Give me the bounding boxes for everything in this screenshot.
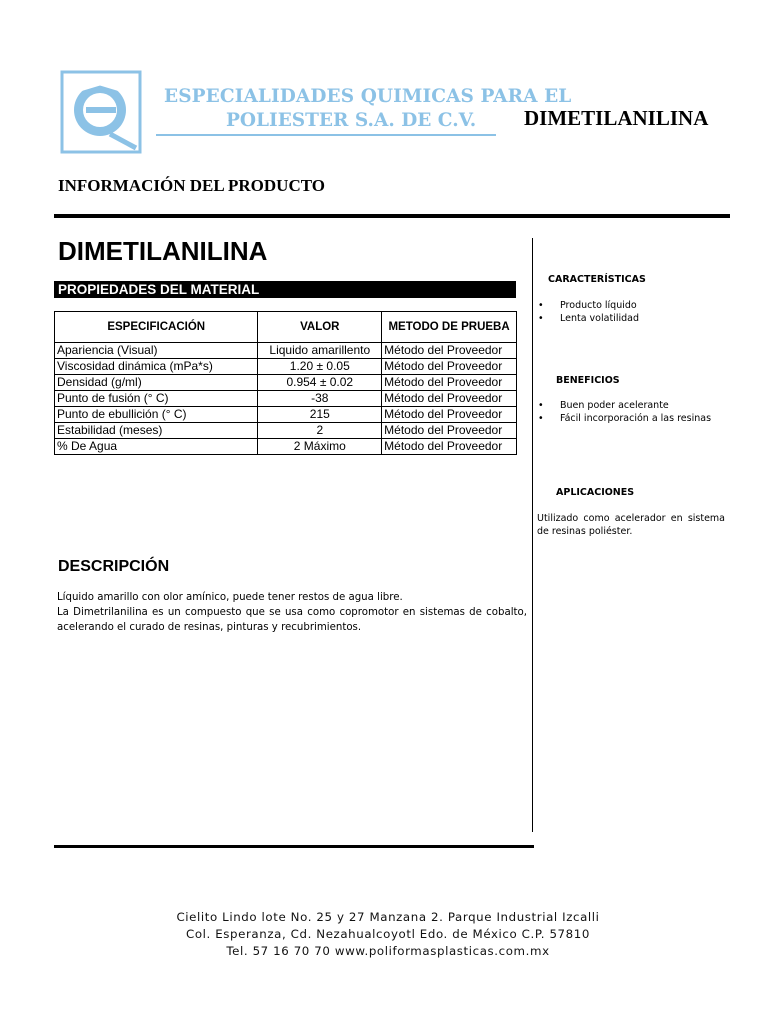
benefits-list (538, 399, 711, 425)
table-row (55, 391, 517, 407)
list-item (538, 412, 711, 425)
table-cell: Estabilidad (meses) (55, 423, 258, 439)
footer-line: Col. Esperanza, Cd. Nezahualcoyotl Edo. de México C.P. 57810 (186, 927, 590, 941)
list-item (538, 399, 711, 412)
list-item-text: Fácil incorporación a las resinas (560, 413, 712, 424)
table-row (55, 375, 517, 391)
company-name-line1: ESPECIALIDADES QUIMICAS PARA EL (164, 86, 572, 107)
company-name-line2: POLIESTER S.A. DE C.V. (226, 110, 477, 131)
bullet-icon: • (538, 400, 544, 411)
table-cell: Método del Proveedor (382, 375, 517, 391)
table-cell: -38 (258, 391, 382, 407)
description-title: DESCRIPCIÓN (58, 558, 170, 575)
table-row (55, 407, 517, 423)
footer-line: Cielito Lindo lote No. 25 y 27 Manzana 2. Parque Industrial Izcalli (176, 910, 600, 924)
company-logo (60, 70, 572, 160)
list-item (538, 299, 639, 312)
characteristics-list (538, 299, 639, 325)
top-divider (54, 214, 730, 218)
table-row (55, 359, 517, 375)
company-logo-icon (60, 70, 142, 154)
footer-line: Tel. 57 16 70 70 www.poliformasplasticas.com.mx (226, 944, 550, 958)
table-cell: Apariencia (Visual) (55, 343, 258, 359)
bullet-icon: • (538, 413, 544, 424)
column-header-value: VALOR (258, 312, 382, 343)
list-item (538, 312, 639, 325)
list-item-text: Buen poder acelerante (560, 400, 669, 411)
logo-underline (156, 134, 496, 136)
description-body (57, 590, 527, 635)
properties-table (54, 311, 517, 455)
table-cell: Punto de fusión (° C) (55, 391, 258, 407)
table-cell: 215 (258, 407, 382, 423)
page-title: DIMETILANILINA (58, 236, 268, 266)
column-header-specification: ESPECIFICACIÓN (55, 312, 258, 343)
table-cell: Método del Proveedor (382, 359, 517, 375)
table-row (55, 423, 517, 439)
table-cell: Viscosidad dinámica (mPa*s) (55, 359, 258, 375)
table-cell: Liquido amarillento (258, 343, 382, 359)
applications-title: APLICACIONES (556, 487, 635, 498)
table-cell: Método del Proveedor (382, 407, 517, 423)
column-divider (532, 238, 533, 832)
bottom-divider (54, 845, 534, 848)
table-cell: Punto de ebullición (° C) (55, 407, 258, 423)
footer-address (150, 909, 626, 960)
table-row (55, 439, 517, 455)
characteristics-title: CARACTERÍSTICAS (548, 274, 646, 285)
description-paragraph: Líquido amarillo con olor amínico, puede tener restos de agua libre. (57, 592, 403, 603)
table-cell: Método del Proveedor (382, 343, 517, 359)
table-header-row (55, 312, 517, 343)
table-cell: 0.954 ± 0.02 (258, 375, 382, 391)
properties-section-bar: PROPIEDADES DEL MATERIAL (54, 281, 516, 298)
table-row (55, 343, 517, 359)
product-info-title: INFORMACIÓN DEL PRODUCTO (58, 176, 325, 195)
table-cell: Densidad (g/ml) (55, 375, 258, 391)
applications-text: Utilizado como acelerador en sistema de resinas poliéster. (537, 513, 725, 537)
bullet-icon: • (538, 313, 544, 324)
table-cell: Método del Proveedor (382, 439, 517, 455)
table-cell: 2 Máximo (258, 439, 382, 455)
description-paragraph: La Dimetrilanilina es un compuesto que se usa como copromotor en sistemas de cobalto, acelerando el curado de resinas, pinturas y recubrimientos. (57, 607, 527, 633)
table-cell: 1.20 ± 0.05 (258, 359, 382, 375)
column-header-test-method: METODO DE PRUEBA (382, 312, 517, 343)
list-item-text: Producto líquido (560, 300, 637, 311)
list-item-text: Lenta volatilidad (560, 313, 639, 324)
table-cell: 2 (258, 423, 382, 439)
benefits-title: BENEFICIOS (556, 375, 620, 386)
header-product-name: DIMETILANILINA (524, 106, 709, 130)
table-cell: Método del Proveedor (382, 391, 517, 407)
table-cell: % De Agua (55, 439, 258, 455)
table-cell: Método del Proveedor (382, 423, 517, 439)
bullet-icon: • (538, 300, 544, 311)
